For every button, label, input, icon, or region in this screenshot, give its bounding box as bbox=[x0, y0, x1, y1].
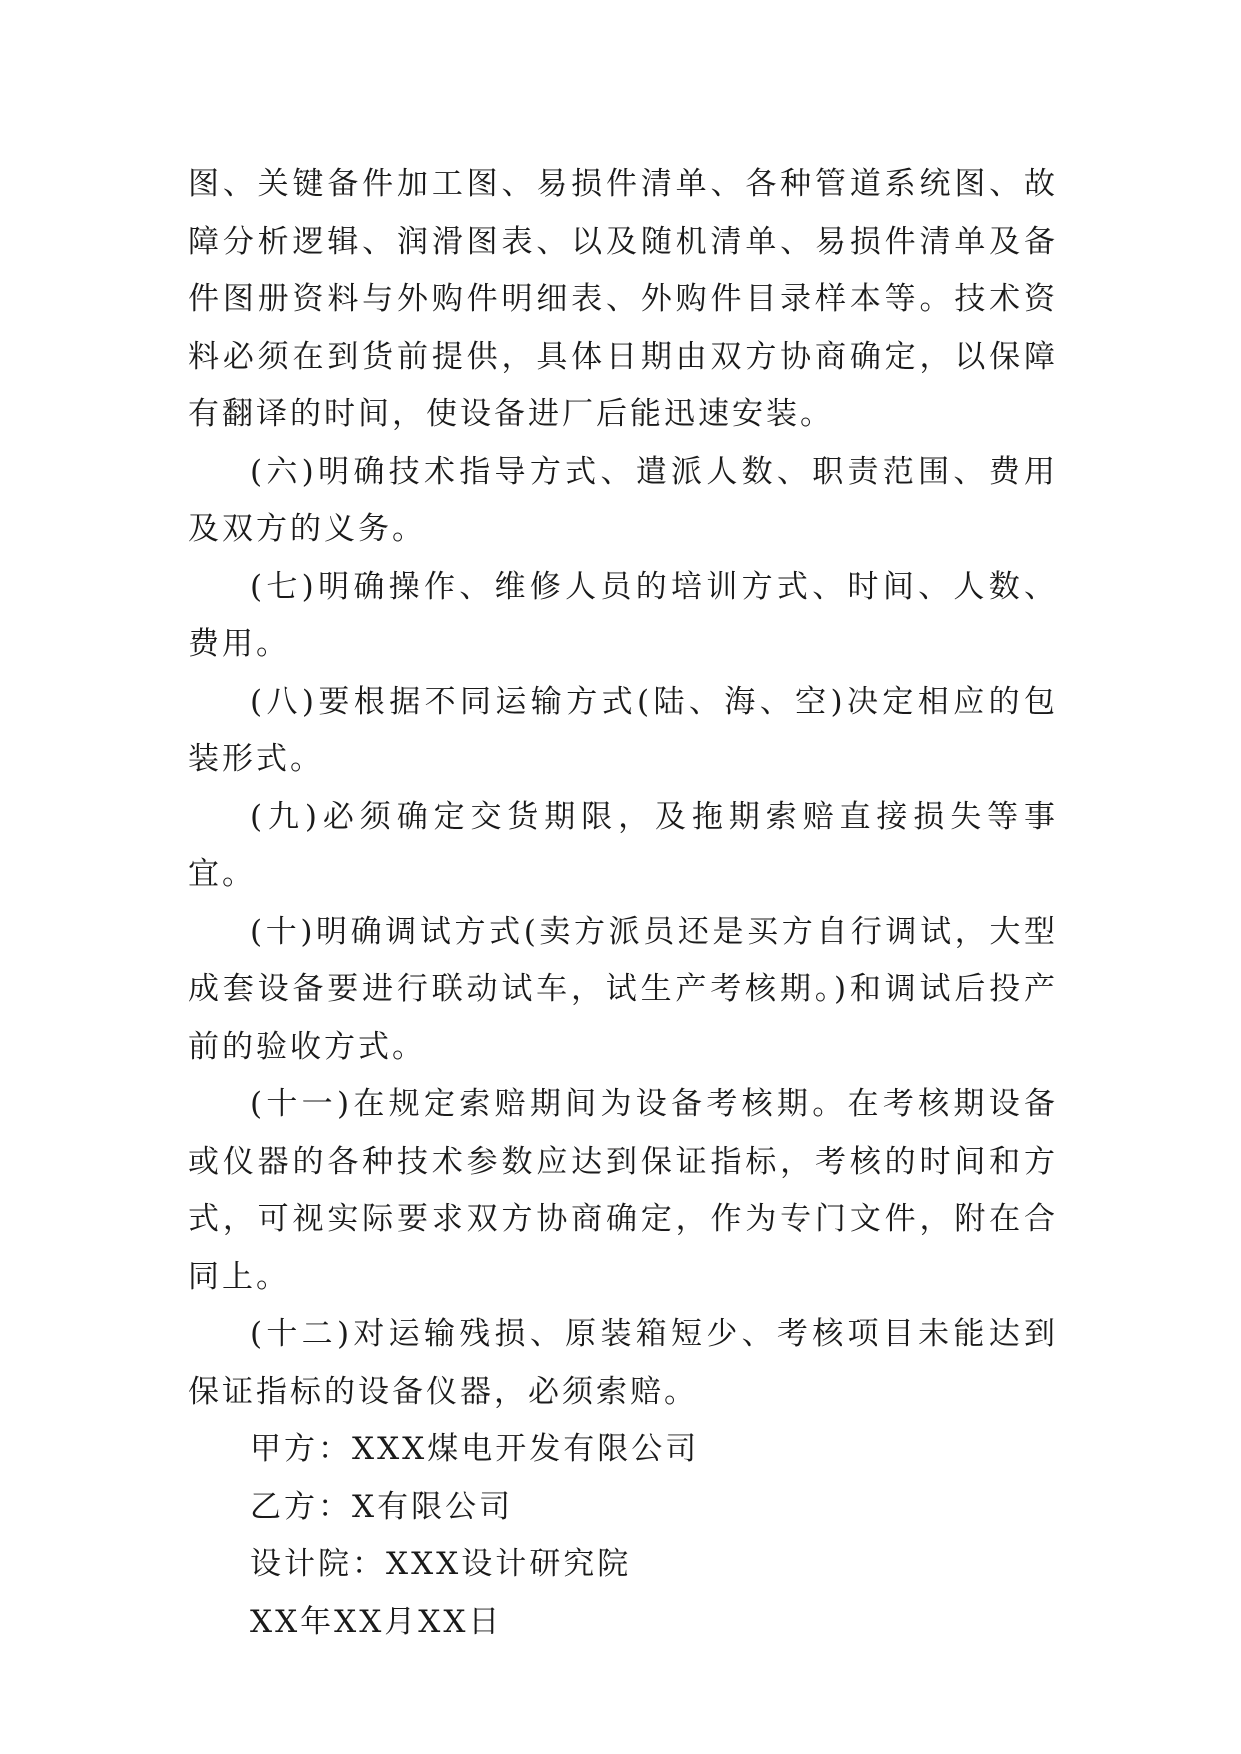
document-body bbox=[188, 156, 1058, 1651]
paragraph-technical-documents: 图、关键备件加工图、易损件清单、各种管道系统图、故障分析逻辑、润滑图表、以及随机清单、易损件清单及备件图册资料与外购件明细表、外购件目录样本等。技术资料必须在到货前提供，具体日期由双方协商确定，以保障有翻译的时间，使设备进厂后能迅速安装。 bbox=[188, 166, 1058, 432]
clause-10-commissioning: (十)明确调试方式(卖方派员还是买方自行调试，大型成套设备要进行联动试车，试生产考核期。)和调试后投产前的验收方式。 bbox=[188, 913, 1058, 1065]
clause-11-assessment-period: (十一)在规定索赔期间为设备考核期。在考核期设备或仪器的各种技术参数应达到保证指标，考核的时间和方式，可视实际要求双方协商确定，作为专门文件，附在合同上。 bbox=[188, 1086, 1058, 1295]
clause-9-delivery: (九)必须确定交货期限，及拖期索赔直接损失等事宜。 bbox=[188, 798, 1058, 892]
clause-12-claims: (十二)对运输残损、原装箱短少、考核项目未能达到保证指标的设备仪器，必须索赔。 bbox=[188, 1316, 1058, 1410]
design-institute-signature: 设计院：XXX设计研究院 bbox=[250, 1546, 632, 1582]
party-a-signature: 甲方：XXX煤电开发有限公司 bbox=[250, 1431, 700, 1467]
signing-date: XX年XX月XX日 bbox=[250, 1603, 503, 1640]
clause-7-training: (七)明确操作、维修人员的培训方式、时间、人数、费用。 bbox=[188, 568, 1058, 662]
clause-6-technical-guidance: (六)明确技术指导方式、遣派人数、职责范围、费用及双方的义务。 bbox=[188, 453, 1058, 547]
clause-8-packaging: (八)要根据不同运输方式(陆、海、空)决定相应的包装形式。 bbox=[188, 683, 1058, 777]
party-b-signature: 乙方：X有限公司 bbox=[250, 1488, 514, 1525]
